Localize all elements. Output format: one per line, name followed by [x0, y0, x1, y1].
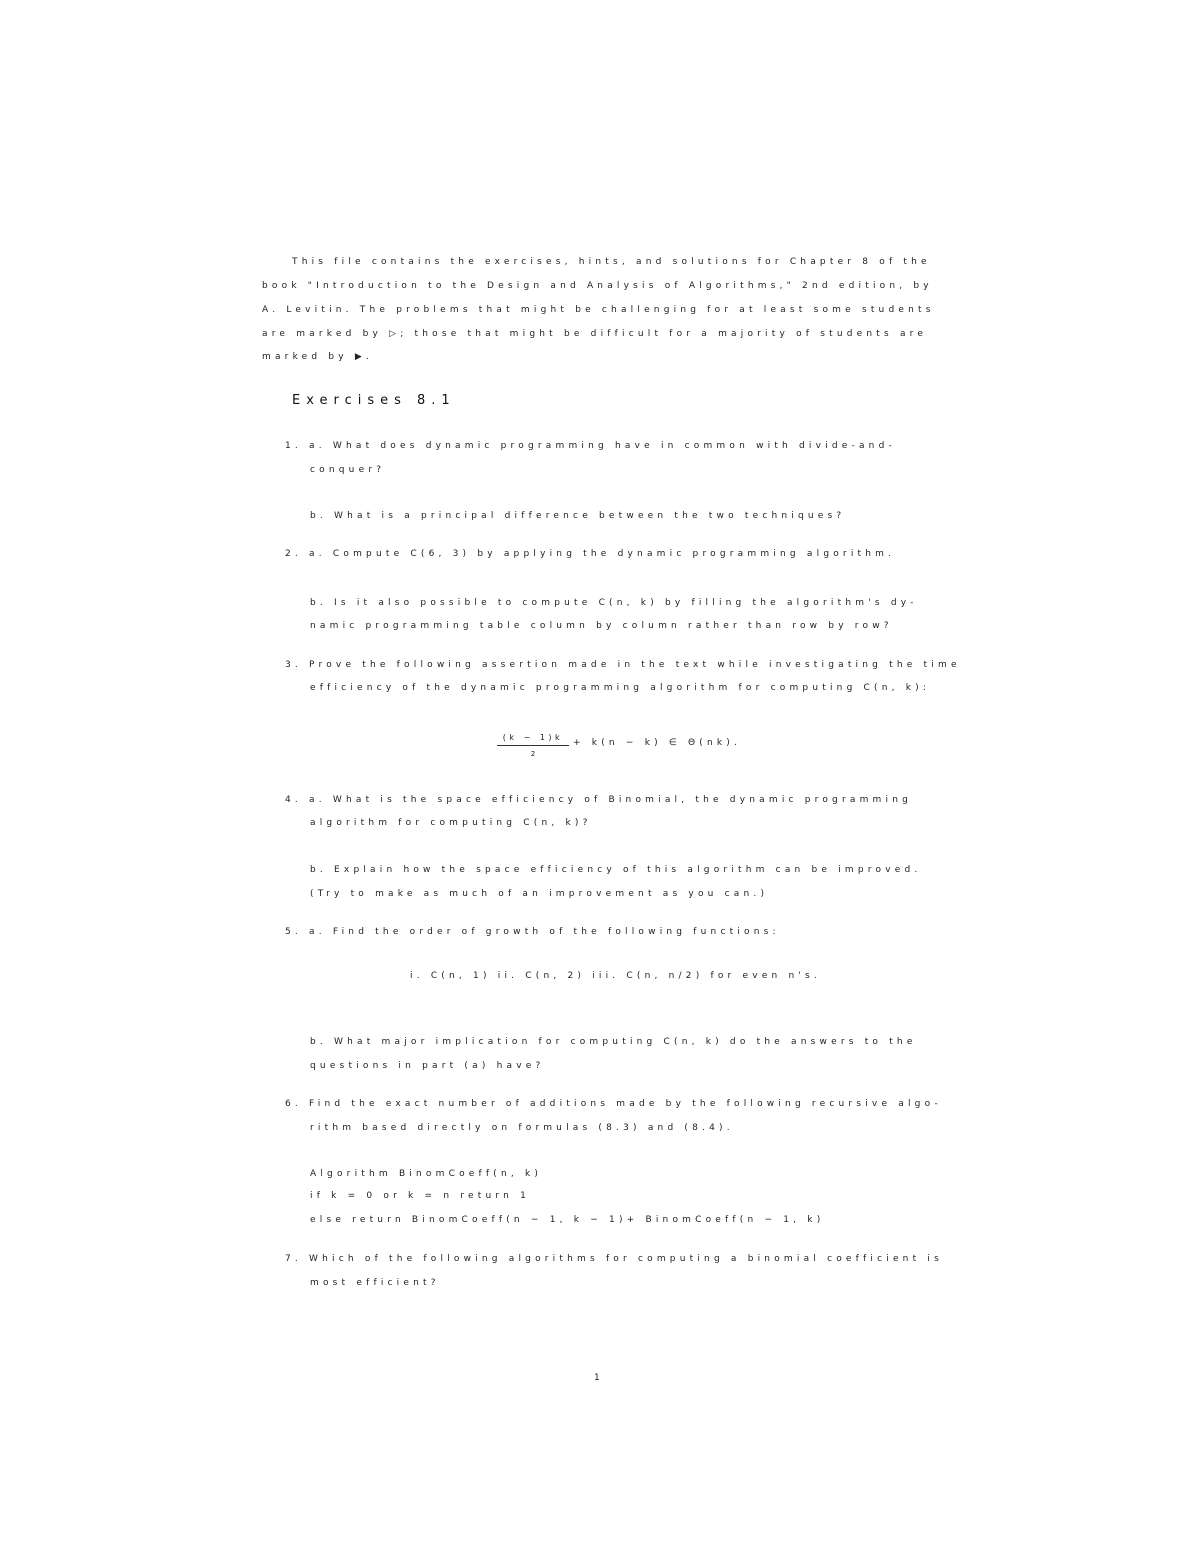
problem-6-line-1: 6. Find the exact number of additions made by the following recursive algo- [285, 1099, 942, 1109]
problem-7-line-1: 7. Which of the following algorithms for computing a binomial coefficient is [285, 1254, 943, 1264]
intro-line-5: marked by ▶. [262, 352, 374, 362]
algorithm-line-1: if k = 0 or k = n return 1 [310, 1191, 531, 1201]
formula-rest: + k(n − k) ∈ Θ(nk). [573, 738, 742, 748]
section-title: Exercises 8.1 [292, 393, 456, 408]
problem-4b-line-1: b. Explain how the space efficiency of this algorithm can be improved. [310, 865, 922, 875]
problem-2b-line-2: namic programming table column by column rather than row by row? [310, 621, 893, 631]
formula-numerator: (k − 1)k [502, 733, 564, 742]
problem-6-line-2: rithm based directly on formulas (8.3) and (8.4). [310, 1123, 734, 1133]
problem-4a-line-1: 4. a. What is the space efficiency of Binomial, the dynamic programming [285, 795, 913, 805]
intro-line-2: book "Introduction to the Design and Analysis of Algorithms," 2nd edition, by [262, 281, 933, 291]
formula-fraction [497, 733, 569, 759]
problem-4b-line-2: (Try to make as much of an improvement as you can.) [310, 889, 769, 899]
intro-line-3: A. Levitin. The problems that might be challenging for at least some students [262, 305, 935, 315]
problem-2a: 2. a. Compute C(6, 3) by applying the dynamic programming algorithm. [285, 549, 896, 559]
problem-5b-line-1: b. What major implication for computing C(n, k) do the answers to the [310, 1037, 917, 1047]
algorithm-header: Algorithm BinomCoeff(n, k) [310, 1169, 543, 1179]
problem-3-line-2: efficiency of the dynamic programming algorithm for computing C(n, k): [310, 683, 931, 693]
formula-denominator: 2 [530, 750, 536, 758]
algorithm-line-2: else return BinomCoeff(n − 1, k − 1)+ BinomCoeff(n − 1, k) [310, 1215, 825, 1225]
problem-5-functions: i. C(n, 1) ii. C(n, 2) iii. C(n, n/2) for even n's. [410, 971, 821, 981]
problem-5a: 5. a. Find the order of growth of the following functions: [285, 927, 780, 937]
page-number: 1 [594, 1373, 604, 1383]
problem-3-line-1: 3. Prove the following assertion made in the text while investigating the time [285, 660, 961, 670]
problem-1a-line-2: conquer? [310, 465, 386, 475]
problem-5b-line-2: questions in part (a) have? [310, 1061, 545, 1071]
problem-1a-line-1: 1. a. What does dynamic programming have in common with divide-and- [285, 441, 896, 451]
intro-line-1: This file contains the exercises, hints, and solutions for Chapter 8 of the [292, 257, 931, 267]
problem-2b-line-1: b. Is it also possible to compute C(n, k) by filling the algorithm's dy- [310, 598, 918, 608]
problem-4a-line-2: algorithm for computing C(n, k)? [310, 818, 592, 828]
problem-7-line-2: most efficient? [310, 1278, 440, 1288]
problem-1b: b. What is a principal difference between the two techniques? [310, 511, 846, 521]
fraction-bar [497, 745, 569, 746]
intro-line-4: are marked by ▷; those that might be difficult for a majority of students are [262, 329, 928, 339]
